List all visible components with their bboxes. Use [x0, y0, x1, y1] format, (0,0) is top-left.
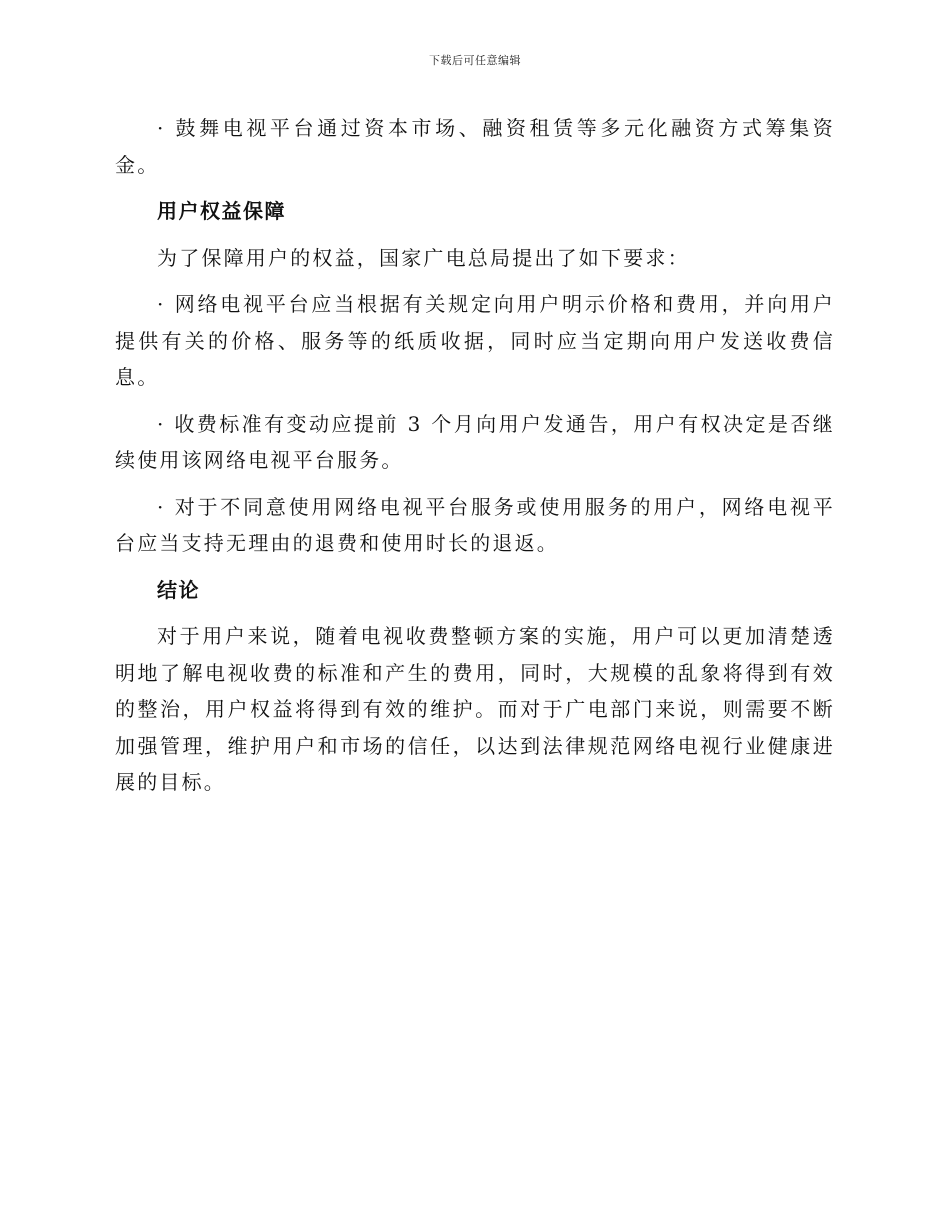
section-heading-conclusion: 结论	[157, 577, 200, 602]
document-body	[115, 110, 835, 811]
paragraph-requirements-intro: 为了保障用户的权益，国家广电总局提出了如下要求：	[157, 245, 690, 270]
page-header: 下载后可任意编辑	[429, 54, 521, 67]
paragraph-conclusion: 对于用户来说，随着电视收费整顿方案的实施，用户可以更加清楚透明地了解电视收费的标准和产生的费用，同时，大规模的乱象将得到有效的整治，用户权益将得到有效的维护。而对于广电部门来说，则需要不断加强管理，维护用户和市场的信任，以达到法律规范网络电视行业健康进展的目标。	[115, 624, 835, 794]
paragraph-refund: · 对于不同意使用网络电视平台服务或使用服务的用户，网络电视平台应当支持无理由的退费和使用时长的退返。	[115, 494, 835, 555]
section-heading-user-rights: 用户权益保障	[157, 199, 286, 223]
paragraph-financing: · 鼓舞电视平台通过资本市场、融资租赁等多元化融资方式筹集资金。	[115, 116, 835, 177]
paragraph-fee-change-notice: · 收费标准有变动应提前 3 个月向用户发通告，用户有权决定是否继续使用该网络电视平台服务。	[115, 411, 835, 472]
paragraph-price-disclosure: · 网络电视平台应当根据有关规定向用户明示价格和费用，并向用户提供有关的价格、服务等的纸质收据，同时应当定期向用户发送收费信息。	[115, 292, 835, 389]
